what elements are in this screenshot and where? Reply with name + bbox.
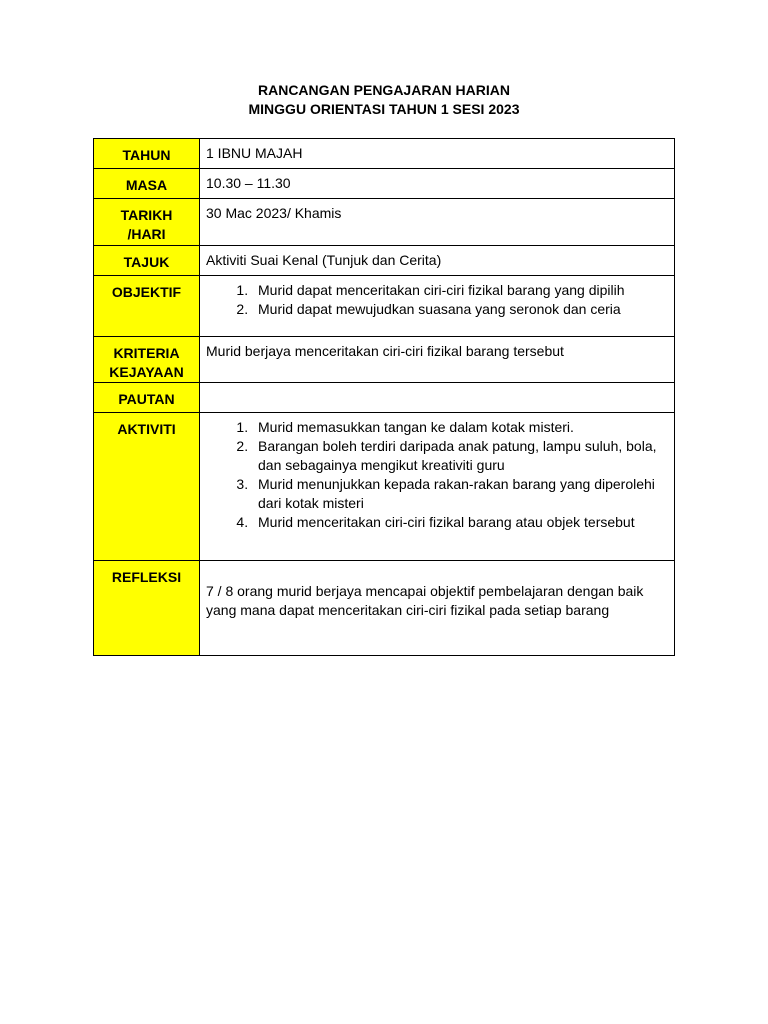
label-tarikh-line-2: /HARI — [127, 226, 166, 242]
row-aktiviti — [94, 413, 675, 561]
row-pautan — [94, 383, 675, 413]
label-masa: MASA — [94, 169, 200, 199]
objektif-item-2: 2. Murid dapat mewujudkan suasana yang seronok dan ceria — [252, 300, 668, 319]
value-masa: 10.30 – 11.30 — [200, 169, 675, 199]
value-kriteria: Murid berjaya menceritakan ciri-ciri fizikal barang tersebut — [200, 337, 675, 383]
label-kriteria-line-1: KRITERIA — [113, 345, 180, 361]
label-kriteria-line-2: KEJAYAAN — [109, 364, 184, 380]
value-tahun: 1 IBNU MAJAH — [200, 139, 675, 169]
aktiviti-item-2: 2. Barangan boleh terdiri daripada anak patung, lampu suluh, bola, dan sebagainya mengikut kreativiti guru — [252, 437, 668, 475]
label-tahun: TAHUN — [94, 139, 200, 169]
row-tarikh — [94, 199, 675, 246]
label-pautan: PAUTAN — [94, 383, 200, 413]
document-title — [0, 81, 768, 119]
row-masa — [94, 169, 675, 199]
aktiviti-list — [206, 418, 668, 532]
value-objektif — [200, 276, 675, 337]
value-aktiviti — [200, 413, 675, 561]
lesson-plan-table — [93, 138, 675, 656]
label-tarikh-line-1: TARIKH — [120, 207, 173, 223]
title-line-1: RANCANGAN PENGAJARAN HARIAN — [257, 82, 510, 98]
row-tahun — [94, 139, 675, 169]
row-tajuk — [94, 246, 675, 276]
value-tarikh: 30 Mac 2023/ Khamis — [200, 199, 675, 246]
objektif-list — [206, 281, 668, 319]
aktiviti-item-1: 1. Murid memasukkan tangan ke dalam kotak misteri. — [252, 418, 668, 437]
label-objektif: OBJEKTIF — [94, 276, 200, 337]
label-tajuk: TAJUK — [94, 246, 200, 276]
label-refleksi: REFLEKSI — [94, 561, 200, 656]
title-line-2: MINGGU ORIENTASI TAHUN 1 SESI 2023 — [248, 101, 520, 117]
label-tarikh — [94, 199, 200, 246]
value-pautan — [200, 383, 675, 413]
value-tajuk: Aktiviti Suai Kenal (Tunjuk dan Cerita) — [200, 246, 675, 276]
objektif-item-1: 1. Murid dapat menceritakan ciri-ciri fizikal barang yang dipilih — [252, 281, 668, 300]
value-refleksi: 7 / 8 orang murid berjaya mencapai objektif pembelajaran dengan baik yang mana dapat menceritakan ciri-ciri fizikal pada setiap barang — [200, 561, 675, 656]
row-refleksi — [94, 561, 675, 656]
row-objektif — [94, 276, 675, 337]
label-aktiviti: AKTIVITI — [94, 413, 200, 561]
aktiviti-item-4: 4. Murid menceritakan ciri-ciri fizikal barang atau objek tersebut — [252, 513, 668, 532]
row-kriteria — [94, 337, 675, 383]
label-kriteria — [94, 337, 200, 383]
aktiviti-item-3: 3. Murid menunjukkan kepada rakan-rakan barang yang diperolehi dari kotak misteri — [252, 475, 668, 513]
